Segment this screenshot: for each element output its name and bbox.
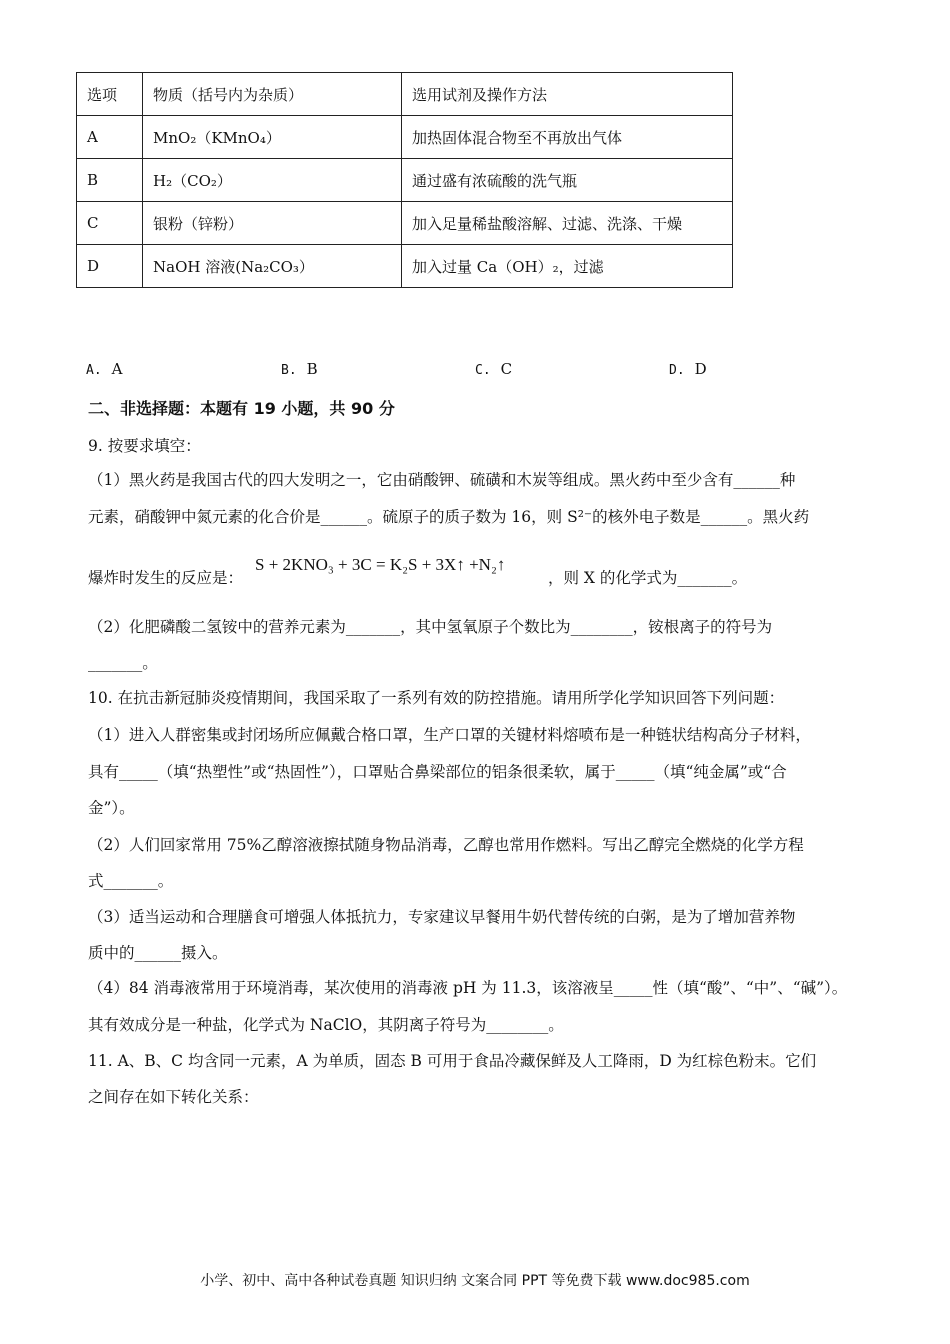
choice-c[interactable] [475, 360, 512, 378]
table-cell: 选用试剂及操作方法 [402, 73, 733, 116]
options-table [76, 72, 733, 288]
table-cell: MnO₂（KMnO₄） [143, 116, 402, 159]
q10-line: 其有效成分是一种盐，化学式为 NaClO，其阴离子符号为________。 [88, 1016, 564, 1034]
q9-line: ，则 X 的化学式为_______。 [548, 569, 748, 587]
choice-value: C [500, 360, 513, 378]
table-cell: 选项 [77, 73, 143, 116]
choice-letter: B. [281, 363, 297, 378]
table-header-row [77, 73, 733, 116]
table-cell: 加入足量稀盐酸溶解、过滤、洗涤、干燥 [402, 202, 733, 245]
q9-line: （1）黑火药是我国古代的四大发明之一，它由硝酸钾、硫磺和木炭等组成。黑火药中至少含有______种 [88, 471, 796, 489]
choice-value: D [694, 360, 707, 378]
section-title: 二、非选择题：本题有 19 小题，共 90 分 [88, 399, 395, 418]
q9-line [88, 566, 243, 588]
table-cell: B [77, 159, 143, 202]
q11-line: 11. A、B、C 均含同一元素，A 为单质，固态 B 可用于食品冷藏保鲜及人工降雨，D 为红棕色粉末。它们 [88, 1052, 817, 1070]
table-cell: 加入过量 Ca（OH）₂，过滤 [402, 245, 733, 288]
q10-title: 10. 在抗击新冠肺炎疫情期间，我国采取了一系列有效的防控措施。请用所学化学知识回答下列问题： [88, 689, 785, 707]
table-cell: 银粉（锌粉） [143, 202, 402, 245]
choice-letter: D. [669, 363, 685, 378]
q9-line: 元素，硝酸钾中氮元素的化合价是______。硫原子的质子数为 16，则 S²⁻的核外电子数是______。黑火药 [88, 508, 810, 526]
choice-letter: A. [86, 363, 102, 378]
choice-b[interactable] [281, 360, 318, 378]
table-cell: 物质（括号内为杂质） [143, 73, 402, 116]
q10-line: （3）适当运动和合理膳食可增强人体抵抗力，专家建议早餐用牛奶代替传统的白粥，是为了增加营养物 [88, 908, 796, 926]
table-row [77, 202, 733, 245]
table-row [77, 245, 733, 288]
table-cell: D [77, 245, 143, 288]
choice-a[interactable] [86, 360, 123, 378]
q9-line: _______。 [88, 654, 158, 672]
q11-line: 之间存在如下转化关系： [88, 1088, 259, 1106]
table-cell: 通过盛有浓硫酸的洗气瓶 [402, 159, 733, 202]
q10-line: （2）人们回家常用 75%乙醇溶液擦拭随身物品消毒，乙醇也常用作燃料。写出乙醇完全燃烧的化学方程 [88, 836, 804, 854]
q10-line: 具有_____（填“热塑性”或“热固性”），口罩贴合鼻梁部位的铝条很柔软，属于_____（填“纯金属”或“合 [88, 763, 787, 781]
table-cell: H₂（CO₂） [143, 159, 402, 202]
q10-line: 式_______。 [88, 872, 174, 890]
table-cell: 加热固体混合物至不再放出气体 [402, 116, 733, 159]
reaction-equation: S + 2KNO₃ + 3C = K₂S + 3X↑ +N₂↑ [255, 555, 506, 574]
table-cell: C [77, 202, 143, 245]
choice-value: B [306, 360, 318, 378]
q10-line: （1）进入人群密集或封闭场所应佩戴合格口罩，生产口罩的关键材料熔喷布是一种链状结构高分子材料， [88, 726, 811, 744]
choice-letter: C. [475, 363, 491, 378]
q10-line: 金”）。 [88, 799, 135, 817]
q10-line: 质中的______摄入。 [88, 944, 228, 962]
table-cell: A [77, 116, 143, 159]
choice-d[interactable] [669, 360, 707, 378]
q9-line: （2）化肥磷酸二氢铵中的营养元素为_______，其中氢氧原子个数比为________，铵根离子的符号为 [88, 618, 773, 636]
table-row [77, 116, 733, 159]
page-footer: 小学、初中、高中各种试卷真题 知识归纳 文案合同 PPT 等免费下载 www.doc985.com [200, 1273, 750, 1289]
table-cell: NaOH 溶液(Na₂CO₃） [143, 245, 402, 288]
q9-title: 9. 按要求填空： [88, 437, 201, 455]
q10-line: （4）84 消毒液常用于环境消毒，某次使用的消毒液 pH 为 11.3，该溶液呈_____性（填“酸”、“中”、“碱”）。 [88, 979, 848, 997]
choice-value: A [111, 360, 123, 378]
table-row [77, 159, 733, 202]
q9-reaction-label: 爆炸时发生的反应是： [88, 569, 244, 587]
